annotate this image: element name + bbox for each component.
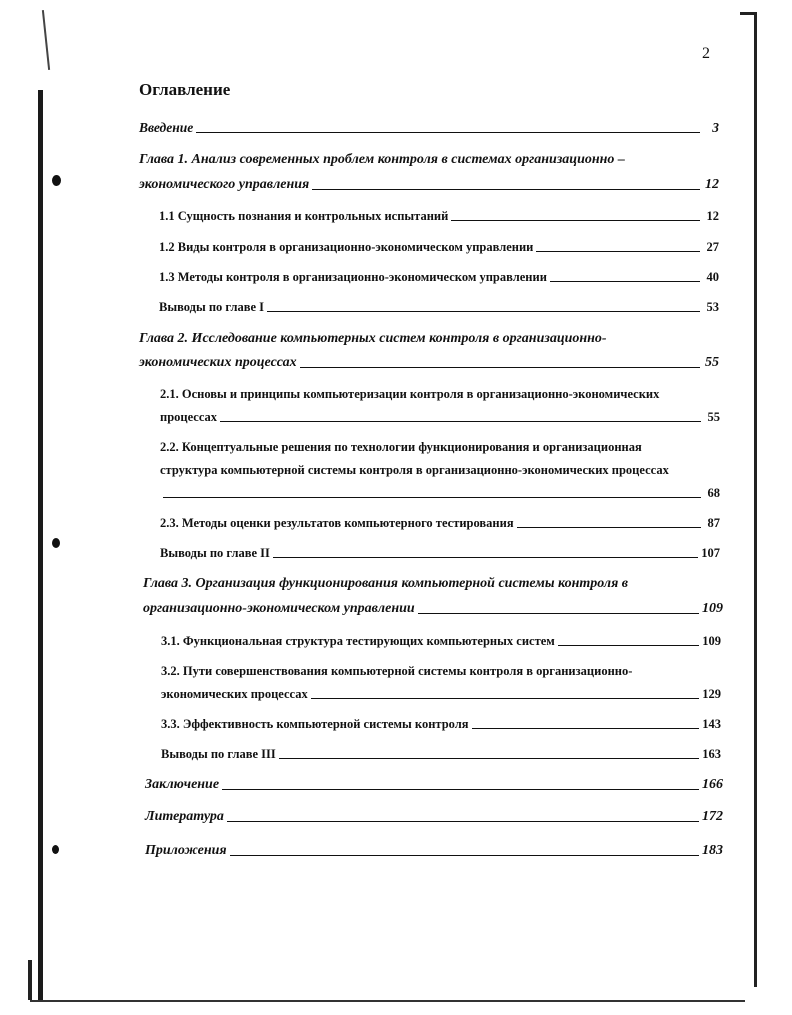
toc-section-2-2-line2 [160, 463, 720, 478]
toc-chapter-2-line2 [139, 355, 719, 371]
toc-section-3-1 [161, 634, 721, 649]
toc-conclusions-1 [159, 300, 719, 315]
scan-edge-bottom [30, 1000, 745, 1002]
toc-entry-title: процессах [160, 410, 218, 424]
toc-chapter-1-line2 [139, 177, 719, 193]
toc-entry-page: 143 [702, 717, 721, 731]
toc-section-2-1-line1 [160, 387, 720, 402]
toc-entry-title: Выводы по главе III [161, 747, 276, 761]
toc-entry-title: Глава 2. Исследование компьютерных систем контроля в организационно- [139, 331, 607, 346]
toc-section-1-3 [159, 270, 719, 285]
toc-entry-page: 163 [702, 747, 721, 761]
toc-entry-title: 2.1. Основы и принципы компьютеризации контроля в организационно-экономических [160, 387, 660, 401]
toc-entry-page: 12 [705, 177, 719, 192]
toc-section-2-2-line1 [160, 440, 720, 455]
toc-entry-title: Выводы по главе I [159, 300, 265, 314]
toc-entry-page: 166 [702, 777, 723, 792]
toc-entry-title: 2.2. Концептуальные решения по технологии функционирования и организационная [160, 440, 642, 454]
toc-section-1-1 [159, 209, 719, 224]
scan-mark-left [42, 10, 50, 70]
toc-entry-page: 55 [705, 355, 719, 370]
toc-entry-title: 1.1 Сущность познания и контрольных испытаний [159, 209, 449, 223]
toc-entry-title: 3.3. Эффективность компьютерной системы контроля [161, 717, 469, 731]
toc-conclusions-2 [160, 546, 720, 561]
toc-entry-page: 129 [702, 687, 721, 701]
toc-entry-title: Приложения [145, 843, 227, 858]
toc-entry-page: 183 [702, 843, 723, 858]
toc-entry-page: 109 [702, 601, 723, 616]
toc-entry-title: экономических процессах [139, 355, 297, 370]
toc-title: Оглавление [139, 80, 231, 99]
toc-entry-title: экономического управления [139, 177, 310, 192]
scan-edge-right-top [740, 12, 756, 15]
toc-entry-page: 107 [701, 546, 720, 560]
toc-entry-introduction [139, 120, 719, 136]
toc-entry-page: 12 [706, 209, 719, 223]
toc-entry-page: 53 [706, 300, 719, 314]
toc-entry-title: 3.2. Пути совершенствования компьютерной системы контроля в организационно- [161, 664, 633, 678]
toc-section-2-1-line2 [160, 410, 720, 425]
toc-chapter-3-line1 [143, 576, 723, 592]
toc-section-1-2 [159, 240, 719, 255]
scan-edge-right [754, 12, 757, 987]
toc-entry-title: Литература [145, 809, 224, 824]
toc-chapter-1-line1 [139, 152, 719, 168]
toc-section-2-2-line3 [160, 486, 720, 501]
toc-entry-page: 68 [707, 486, 720, 500]
toc-entry-page: 109 [702, 634, 721, 648]
toc-section-3-2-line1 [161, 664, 721, 679]
toc-section-3-2-line2 [161, 687, 721, 702]
toc-entry-title: организационно-экономическом управлении [143, 601, 415, 616]
toc-entry-page: 40 [706, 270, 719, 284]
toc-chapter-2-line1 [139, 331, 719, 347]
toc-entry-title: Выводы по главе II [160, 546, 270, 560]
punch-hole-mark [52, 538, 60, 548]
toc-section-3-3 [161, 717, 721, 732]
toc-entry-title: Глава 1. Анализ современных проблем контроля в системах организационно – [139, 152, 625, 167]
toc-entry-title: Заключение [145, 777, 220, 792]
toc-references [145, 809, 723, 825]
toc-conclusion [145, 777, 723, 793]
toc-entry-page: 172 [702, 809, 723, 824]
toc-section-2-3 [160, 516, 720, 531]
toc-appendices [145, 843, 723, 859]
toc-entry-page: 87 [707, 516, 720, 530]
punch-hole-mark [52, 845, 59, 854]
scan-edge-left [38, 90, 43, 1000]
toc-entry-title: Глава 3. Организация функционирования компьютерной системы контроля в [143, 576, 629, 591]
toc-entry-title: экономических процессах [161, 687, 308, 701]
toc-entry-title: структура компьютерной системы контроля в организационно-экономических процессах [160, 463, 669, 477]
toc-chapter-3-line2 [143, 601, 723, 617]
toc-entry-title: 1.3 Методы контроля в организационно-экономическом управлении [159, 270, 547, 284]
toc-entry-title: 1.2 Виды контроля в организационно-экономическом управлении [159, 240, 534, 254]
toc-entry-page: 55 [707, 410, 720, 424]
toc-entry-title: Введение [139, 120, 194, 135]
page-number: 2 [702, 45, 710, 62]
punch-hole-mark [52, 175, 61, 186]
toc-entry-title: 3.1. Функциональная структура тестирующих компьютерных систем [161, 634, 555, 648]
toc-conclusions-3 [161, 747, 721, 762]
toc-entry-title: 2.3. Методы оценки результатов компьютерного тестирования [160, 516, 514, 530]
scan-edge-left-bottom [28, 960, 32, 1000]
toc-entry-page: 3 [712, 120, 719, 135]
toc-entry-page: 27 [706, 240, 719, 254]
